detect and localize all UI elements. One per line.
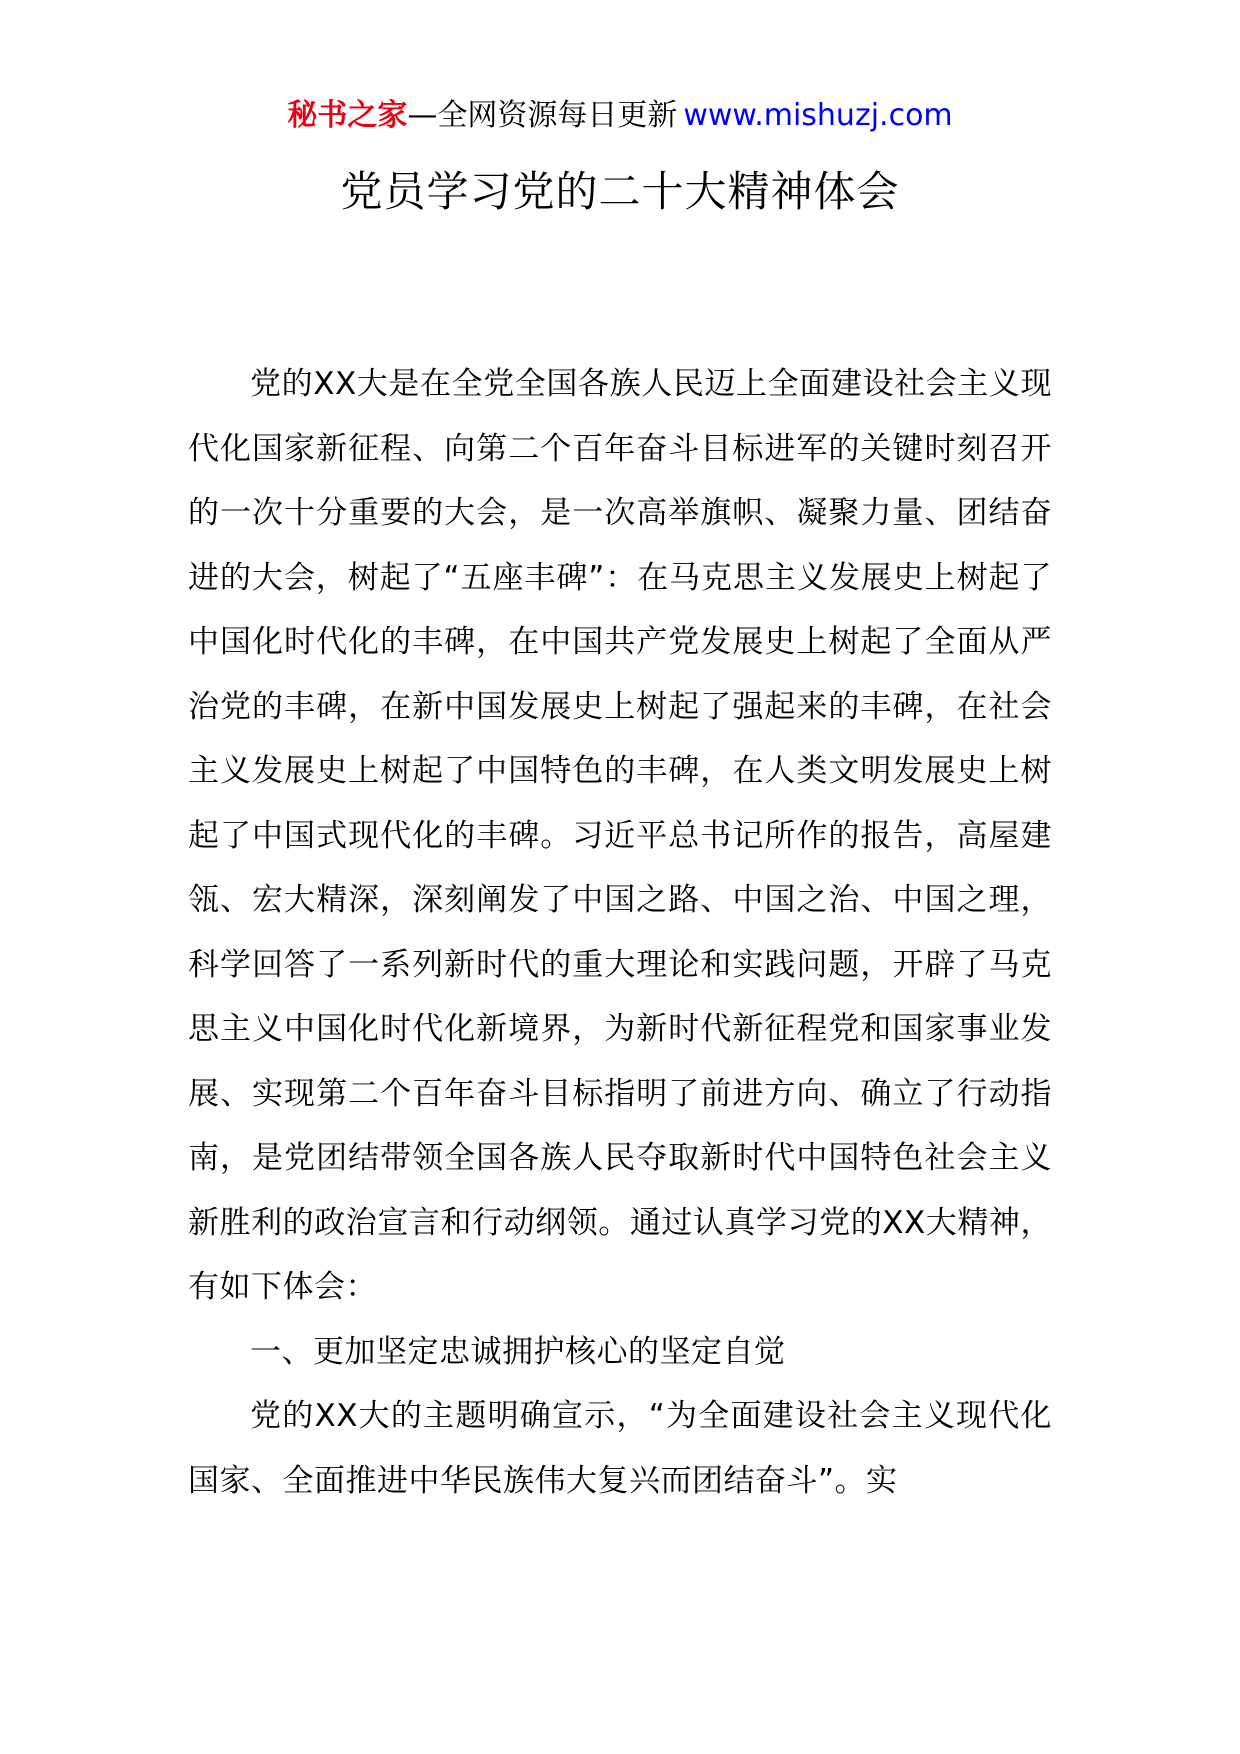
intro-paragraph: 党的XX大是在全党全国各族人民迈上全面建设社会主义现代化国家新征程、向第二个百年奋斗目标进军的关键时刻召开的一次十分重要的大会，是一次高举旗帜、凝聚力量、团结奋进的大会，树起了“五座丰碑”：在马克思主义发展史上树起了中国化时代化的丰碑，在中国共产党发展史上树起了全面从严治党的丰碑，在新中国发展史上树起了强起来的丰碑，在社会主义发展史上树起了中国特色的丰碑，在人类文明发展史上树起了中国式现代化的丰碑。习近平总书记所作的报告，高屋建瓴、宏大精深，深刻阐发了中国之路、中国之治、中国之理，科学回答了一系列新时代的重大理论和实践问题，开辟了马克思主义中国化时代化新境界，为新时代新征程党和国家事业发展、实现第二个百年奋斗目标指明了前进方向、确立了行动指南，是党团结带领全国各族人民夺取新时代中国特色社会主义新胜利的政治宣言和行动纲领。通过认真学习党的XX大精神，有如下体会： bbox=[188, 366, 1052, 1305]
site-header bbox=[0, 96, 1240, 136]
site-url-link[interactable]: www.mishuzj.com bbox=[683, 98, 953, 133]
document-body bbox=[188, 352, 1052, 1513]
site-brand: 秘书之家 bbox=[287, 98, 408, 133]
section-1-paragraph: 党的XX大的主题明确宣示，“为全面建设社会主义现代化国家、全面推进中华民族伟大复兴而团结奋斗”。实 bbox=[188, 1398, 1052, 1499]
section-heading-1: 一、更加坚定忠诚拥护核心的坚定自觉 bbox=[250, 1333, 786, 1370]
document-title: 党员学习党的二十大精神体会 bbox=[340, 167, 900, 216]
site-tagline: —全网资源每日更新 bbox=[407, 98, 678, 133]
